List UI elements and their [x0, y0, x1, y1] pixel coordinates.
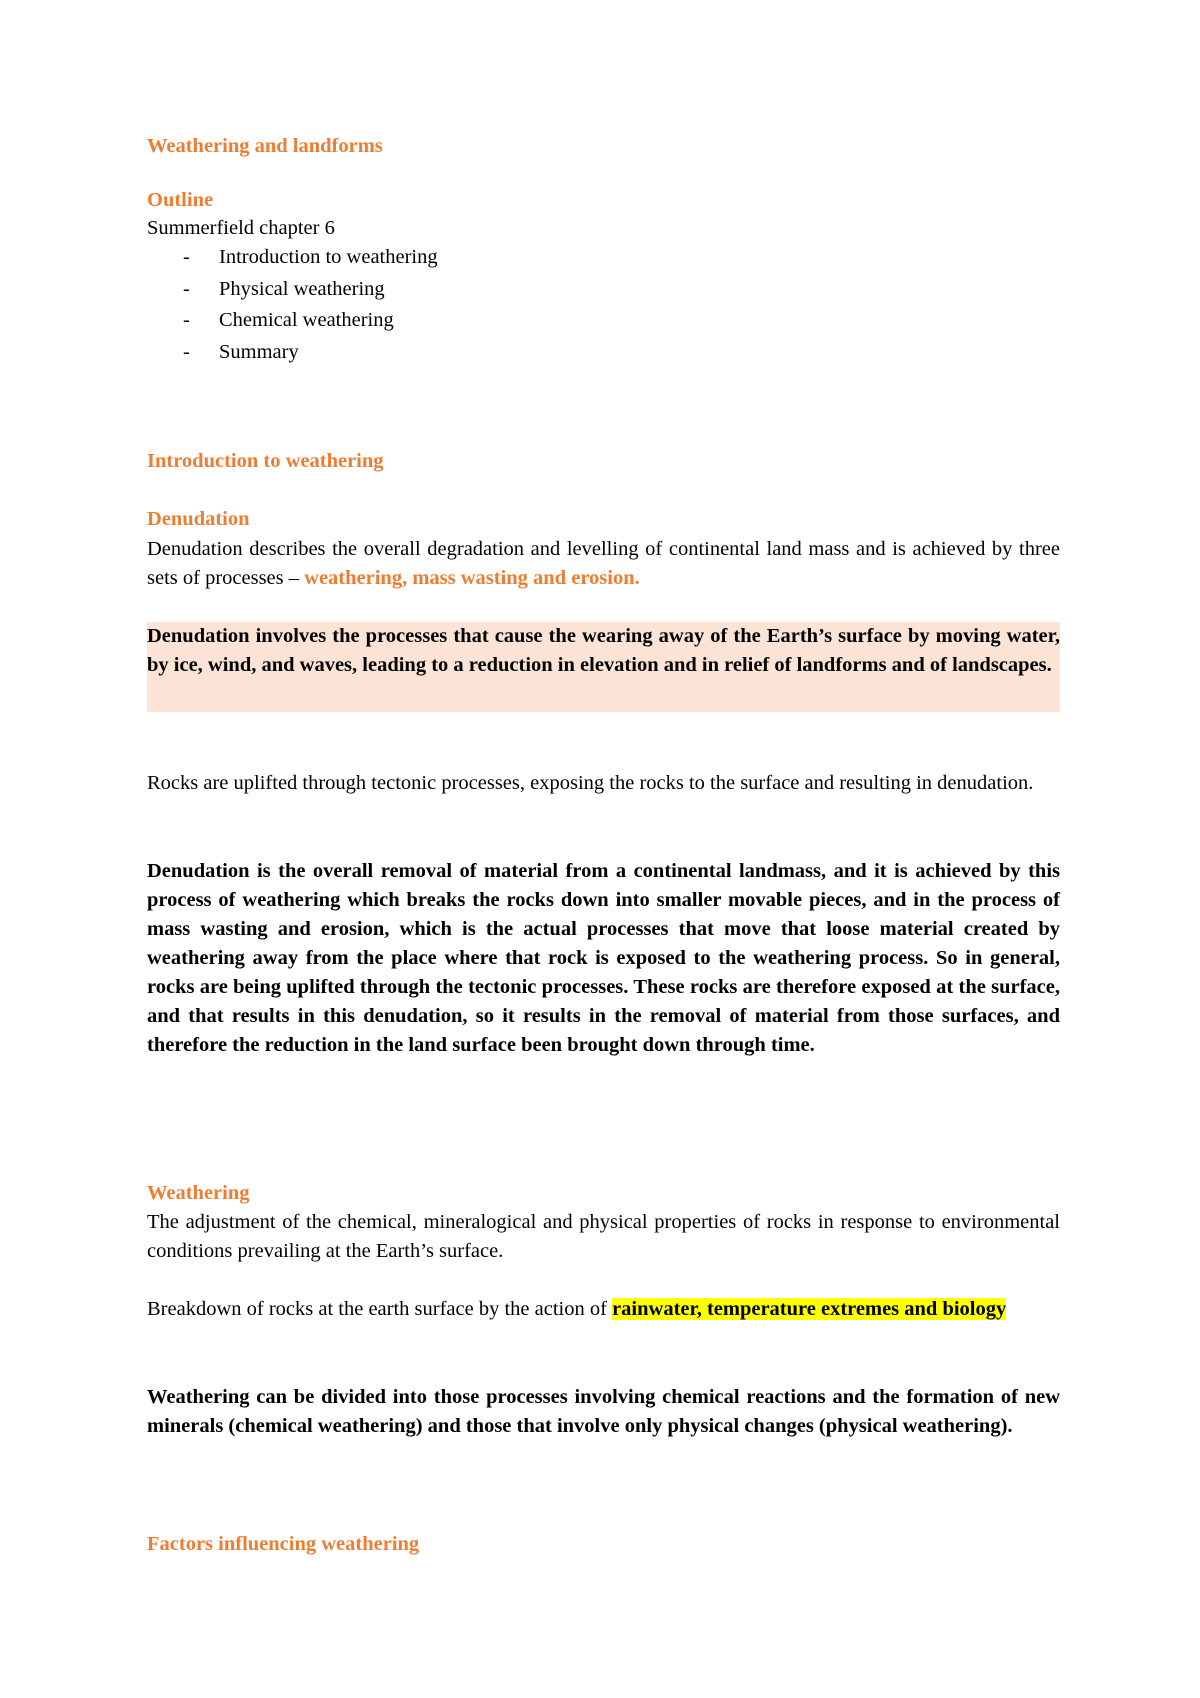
list-item-label: Physical weathering — [219, 277, 385, 300]
denudation-paragraph-1 — [147, 535, 1060, 593]
denudation-paragraph-1-text: Denudation describes the overall degradation and levelling of continental land mass and is achieved by three sets of processes – — [147, 538, 1060, 589]
bullet-dash: - — [183, 309, 190, 331]
weathering-breakdown-text: Breakdown of rocks at the earth surface by the action of — [147, 1298, 613, 1320]
section-heading-intro: Introduction to weathering — [147, 450, 384, 472]
section-heading-denudation: Denudation — [147, 508, 250, 530]
bullet-dash: - — [183, 246, 190, 268]
outline-heading: Outline — [147, 189, 214, 211]
weathering-breakdown — [147, 1295, 1060, 1324]
outline-list — [147, 242, 438, 368]
list-item — [147, 337, 438, 369]
document-title: Weathering and landforms — [147, 135, 383, 157]
list-item — [147, 242, 438, 274]
list-item-label: Introduction to weathering — [219, 246, 438, 268]
denudation-paragraph-2: Rocks are uplifted through tectonic processes, exposing the rocks to the surface and resulting in denudation. — [147, 772, 1034, 794]
bullet-dash: - — [183, 340, 190, 363]
weathering-division: Weathering can be divided into those processes involving chemical reactions and the formation of new minerals (chemical weathering) and those that involve only physical changes (physical weathering). — [147, 1386, 1060, 1437]
denudation-shaded-definition: Denudation involves the processes that cause the wearing away of the Earth’s surface by moving water, by ice, wind, and waves, leading to a reduction in elevation and in relief of landforms and of landscapes. — [147, 622, 1060, 712]
list-item-label: Summary — [219, 340, 299, 363]
section-heading-factors: Factors influencing weathering — [147, 1533, 420, 1555]
list-item — [147, 305, 438, 337]
list-item-label: Chemical weathering — [219, 309, 394, 331]
outline-source: Summerfield chapter 6 — [147, 217, 335, 239]
weathering-definition: The adjustment of the chemical, mineralogical and physical properties of rocks in response to environmental conditions prevailing at the Earth’s surface. — [147, 1211, 1060, 1262]
bullet-dash: - — [183, 277, 190, 300]
weathering-agents-highlight: rainwater, temperature extremes and biology — [612, 1298, 1007, 1320]
denudation-paragraph-3: Denudation is the overall removal of material from a continental landmass, and it is achieved by this process of weathering which breaks the rocks down into smaller movable pieces, and in the process of mass wasting and erosion, which is the actual processes that move that loose material created by weathering away from the place where that rock is exposed to the weathering process. So in general, rocks are being uplifted through the tectonic processes. These rocks are therefore exposed at the surface, and that results in this denudation, so it results in the removal of material from those surfaces, and therefore the reduction in the land surface been brought down through time. — [147, 860, 1060, 1056]
list-item — [147, 274, 438, 306]
denudation-processes-emphasis: weathering, mass wasting and erosion. — [304, 567, 640, 589]
section-heading-weathering: Weathering — [147, 1182, 250, 1204]
